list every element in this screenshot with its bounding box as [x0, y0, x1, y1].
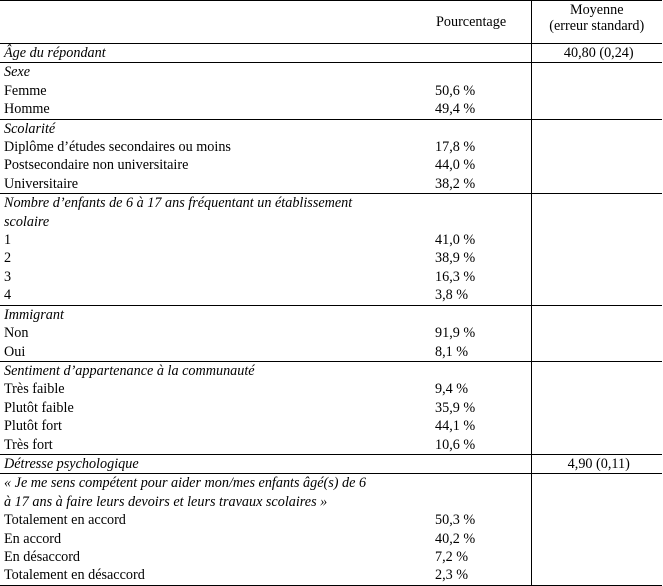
- row-label: Très faible: [4, 381, 65, 398]
- table-row: [0, 249, 662, 267]
- row-pct: 8,1 %: [435, 343, 469, 360]
- age-mean: 40,80 (0,24): [531, 44, 662, 63]
- row-pct: 41,0 %: [435, 232, 476, 249]
- row-pct: 16,3 %: [435, 268, 476, 285]
- row-pct: 40,2 %: [435, 530, 476, 547]
- table-row: [0, 566, 662, 585]
- table-row: [0, 436, 662, 455]
- row-pct: 2,3 %: [431, 566, 531, 585]
- group-title-row: [0, 361, 662, 380]
- row-label: 1: [4, 232, 12, 249]
- group-title-row-continued: [0, 493, 662, 511]
- group-title-row: [0, 194, 662, 213]
- row-detresse: [0, 454, 662, 473]
- row-pct: 49,4 %: [435, 101, 476, 118]
- row-pct: 44,0 %: [435, 157, 476, 174]
- table-row: [0, 324, 662, 342]
- group-title-row-continued: [0, 213, 662, 231]
- competence-title-line1: « Je me sens compétent pour aider mon/mes enfants âgé(s) de 6: [0, 474, 431, 493]
- row-label: 2: [4, 250, 12, 267]
- row-label: Plutôt fort: [4, 418, 62, 435]
- detresse-pct: [431, 454, 531, 473]
- table-row: [0, 343, 662, 362]
- detresse-mean: 4,90 (0,11): [531, 454, 662, 473]
- group-title-row: [0, 474, 662, 493]
- table-row: [0, 380, 662, 398]
- appartenance-title: Sentiment d’appartenance à la communauté: [0, 361, 431, 380]
- row-label: Très fort: [4, 436, 53, 453]
- table-row: [0, 231, 662, 249]
- header-empty-cell: [0, 1, 431, 44]
- row-label: Universitaire: [4, 175, 79, 192]
- group-title-row: [0, 305, 662, 324]
- row-label: Plutôt faible: [4, 399, 74, 416]
- row-label: Postsecondaire non universitaire: [4, 157, 189, 174]
- header-percentage: Pourcentage: [431, 1, 531, 44]
- table-row: [0, 286, 662, 305]
- row-label: Totalement en accord: [4, 512, 126, 529]
- enfants-title-line1: Nombre d’enfants de 6 à 17 ans fréquentant un établissement: [0, 194, 431, 213]
- row-pct: 38,9 %: [435, 250, 476, 267]
- row-pct: 3,8 %: [435, 287, 469, 304]
- row-pct: 9,4 %: [435, 381, 469, 398]
- scolarite-title: Scolarité: [0, 119, 431, 138]
- row-label: Totalement en désaccord: [0, 566, 431, 585]
- row-label: 3: [4, 268, 12, 285]
- row-pct: 35,9 %: [435, 399, 476, 416]
- row-pct: 38,2 %: [435, 175, 476, 192]
- age-pct: [431, 44, 531, 63]
- table-row: [0, 156, 662, 174]
- sexe-title: Sexe: [0, 63, 431, 82]
- row-label: En accord: [4, 530, 62, 547]
- table-header-row: [0, 1, 662, 44]
- row-pct: 7,2 %: [435, 548, 469, 565]
- row-age: [0, 44, 662, 63]
- row-pct: 50,6 %: [435, 82, 476, 99]
- row-label: Diplôme d’études secondaires ou moins: [4, 139, 231, 156]
- row-pct: 44,1 %: [435, 418, 476, 435]
- immigrant-title: Immigrant: [0, 305, 431, 324]
- table-row: [0, 399, 662, 417]
- table-row: [0, 511, 662, 529]
- row-label: 4: [4, 287, 12, 304]
- row-label: En désaccord: [4, 548, 81, 565]
- table-row: [0, 417, 662, 435]
- enfants-title-line2: scolaire: [4, 213, 50, 230]
- group-title-row: [0, 119, 662, 138]
- row-label: Oui: [4, 343, 26, 360]
- header-mean-line2: (erreur standard): [549, 18, 645, 34]
- row-label: Non: [4, 325, 29, 342]
- row-pct: 10,6 %: [435, 436, 476, 453]
- row-pct: 91,9 %: [435, 325, 476, 342]
- table-row: [0, 530, 662, 548]
- table-row: [0, 138, 662, 156]
- group-title-row: [0, 63, 662, 82]
- age-label: Âge du répondant: [0, 44, 431, 63]
- competence-title-line2: à 17 ans à faire leurs devoirs et leurs travaux scolaires »: [4, 493, 328, 510]
- row-pct: 50,3 %: [435, 512, 476, 529]
- table-row: [0, 82, 662, 100]
- row-label: Homme: [4, 101, 50, 118]
- row-label: Femme: [4, 82, 47, 99]
- table-row: [0, 268, 662, 286]
- table-row: [0, 548, 662, 566]
- table-row: [0, 175, 662, 194]
- detresse-label: Détresse psychologique: [0, 454, 431, 473]
- header-mean-line1: Moyenne: [569, 2, 624, 18]
- table-row: [0, 100, 662, 119]
- row-pct: 17,8 %: [435, 139, 476, 156]
- header-mean: [531, 1, 662, 44]
